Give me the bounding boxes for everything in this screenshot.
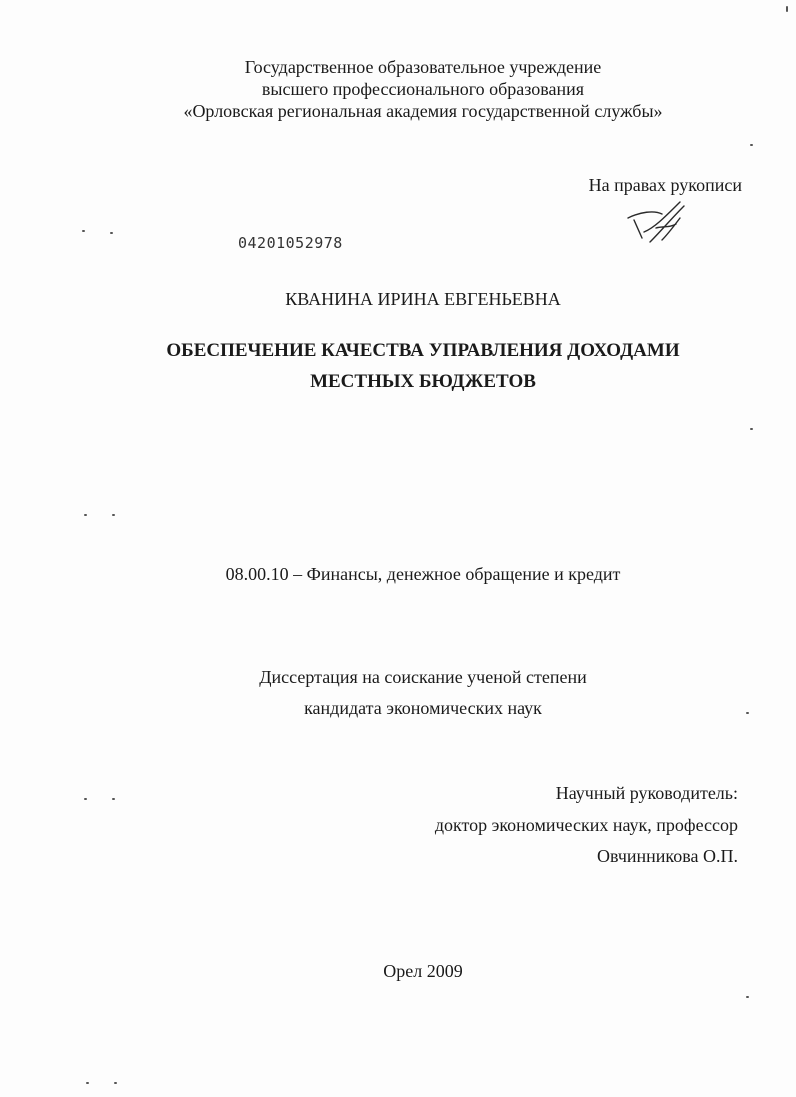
handwritten-signature-icon [620,198,690,248]
place-and-year: Орел 2009 [383,961,463,981]
institution-line-3: «Орловская региональная академия государственной службы» [183,101,663,121]
institution-line-2: высшего профессионального образования [261,79,585,99]
supervisor-name: Овчинникова О.П. [597,846,738,866]
scan-speck [746,996,749,998]
scan-speck [84,514,87,516]
institution-line-1: Государственное образовательное учреждение [244,57,602,77]
scan-speck [112,514,115,516]
scan-speck [750,144,753,146]
supervisor-credentials: доктор экономических наук, профессор [434,815,738,835]
scan-speck [746,712,749,714]
scan-speck [750,428,753,430]
supervisor-label: Научный руководитель: [555,783,738,803]
degree-line-1: Диссертация на соискание ученой степени [259,667,587,687]
scan-speck [82,230,85,232]
scan-speck [112,798,115,800]
scan-speck [86,1082,89,1084]
thesis-title-line-1: ОБЕСПЕЧЕНИЕ КАЧЕСТВА УПРАВЛЕНИЯ ДОХОДАМИ [166,340,680,361]
scan-speck [110,232,113,234]
scan-speck [786,6,788,12]
scan-speck [84,798,87,800]
thesis-title-line-2: МЕСТНЫХ БЮДЖЕТОВ [310,371,536,392]
manuscript-note: На правах рукописи [588,175,742,195]
registration-number: 04201052978 [238,234,343,252]
specialty-code: 08.00.10 – Финансы, денежное обращение и кредит [225,564,621,584]
scan-speck [114,1082,117,1084]
author-name: КВАНИНА ИРИНА ЕВГЕНЬЕВНА [285,289,561,309]
degree-line-2: кандидата экономических наук [304,698,542,718]
